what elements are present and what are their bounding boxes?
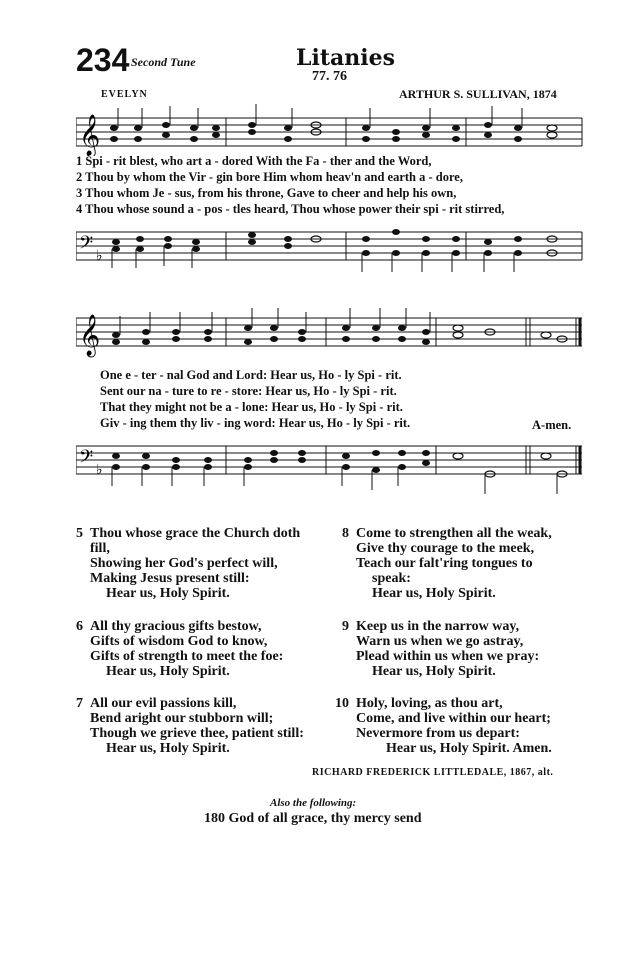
lyric-line: 3 Thou whom Je - sus, from his throne, Gave to cheer and help his own,	[76, 186, 457, 200]
stanza-5: 5 Thou whose grace the Church doth fill, Showing her God's perfect will, Making Jesus present still: Hear us, Holy Spirit.	[76, 526, 301, 601]
lyric-line: 2 Thou by whom the Vir - gin bore Him whom heav'n and earth a - dore,	[76, 170, 463, 184]
tune-name: EVELYN	[101, 89, 148, 100]
bass-clef-icon: 𝄢	[79, 447, 94, 472]
lyric-line: One e - ter - nal God and Lord: Hear us, Ho - ly Spi - rit.	[100, 368, 402, 382]
lyric-line: 1 Spi - rit blest, who art a - dored With the Fa - ther and the Word,	[76, 154, 432, 168]
stanza-9: 9 Keep us in the narrow way, Warn us when we go astray, Plead within us when we pray: Hear us, Holy Spirit.	[342, 619, 540, 679]
tune-label: Second Tune	[131, 55, 196, 69]
also-label: Also the following:	[270, 797, 357, 809]
lyric-line: That they might not be a - lone: Hear us, Ho - ly Spi - rit.	[100, 400, 403, 414]
stanza-8: 8 Come to strengthen all the weak, Give thy courage to the meek, Teach our falt'ring tongues to speak: Hear us, Holy Spirit.	[342, 526, 552, 601]
treble-staff-2	[76, 304, 584, 364]
stanza-6: 6 All thy gracious gifts bestow, Gifts of wisdom God to know, Gifts of strength to meet the foe: Hear us, Holy Spirit.	[76, 619, 284, 679]
meter: 77. 76	[312, 69, 347, 84]
cross-reference: 180 God of all grace, thy mercy send	[204, 811, 422, 826]
stanza-10: 10 Holy, loving, as thou art, Come, and live within our heart; Nevermore from us depart: Hear us, Holy Spirit. Amen.	[335, 696, 552, 756]
hymn-title: Litanies	[296, 45, 395, 71]
bass-staff-2	[76, 432, 584, 498]
treble-clef-icon: 𝄞	[79, 315, 101, 356]
stanza-7: 7 All our evil passions kill, Bend aright our stubborn will; Though we grieve thee, patient still: Hear us, Holy Spirit.	[76, 696, 304, 756]
composer: ARTHUR S. SULLIVAN, 1874	[399, 87, 557, 101]
lyric-line: Giv - ing them thy liv - ing word: Hear us, Ho - ly Spi - rit.	[100, 416, 411, 430]
lyric-line: Sent our na - ture to re - store: Hear us, Ho - ly Spi - rit.	[100, 384, 397, 398]
amen-label: A-men.	[532, 418, 572, 432]
text-author: RICHARD FREDERICK LITTLEDALE, 1867, alt.	[312, 767, 554, 778]
bass-clef-icon: 𝄢	[79, 233, 94, 258]
treble-staff-1	[76, 104, 584, 156]
flat-icon: ♭	[96, 248, 103, 264]
flat-icon: ♭	[96, 462, 103, 478]
hymn-number: 234	[76, 42, 130, 78]
lyric-line: 4 Thou whose sound a - pos - tles heard, Thou whose power their spi - rit stirred,	[76, 202, 505, 216]
treble-clef-icon: 𝄞	[79, 115, 101, 156]
bass-staff-1	[76, 218, 584, 280]
